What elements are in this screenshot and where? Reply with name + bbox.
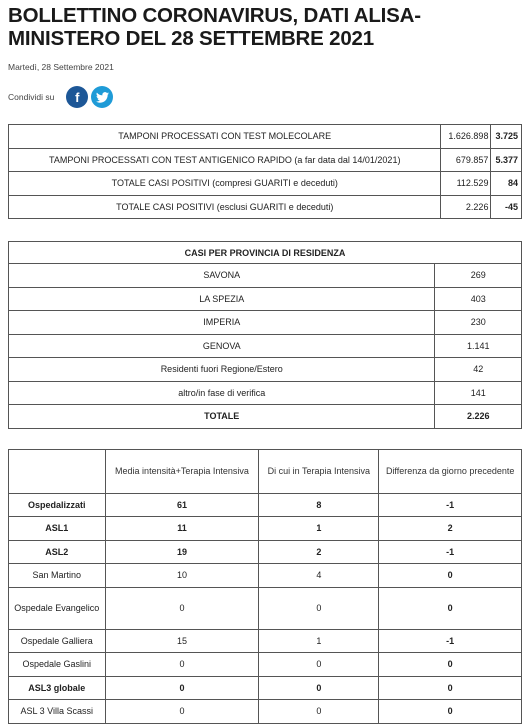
- hospital-intensive: 1: [259, 629, 379, 653]
- summary-row: [9, 125, 522, 149]
- hospital-difference: 0: [379, 653, 522, 677]
- province-row: [9, 334, 522, 358]
- province-row: [9, 381, 522, 405]
- summary-diff: -45: [491, 195, 522, 219]
- hospital-row: [9, 653, 522, 677]
- summary-diff: 5.377: [491, 148, 522, 172]
- hospital-medium-intensive: 0: [105, 653, 259, 677]
- col-header-difference: Differenza da giorno precedente: [379, 449, 522, 493]
- hospital-row: [9, 564, 522, 588]
- hospital-intensive: 1: [259, 517, 379, 541]
- hospital-name: ASL1: [9, 517, 106, 541]
- hospital-row: [9, 517, 522, 541]
- hospital-intensive: 0: [259, 587, 379, 629]
- hospital-row: [9, 700, 522, 724]
- hospital-intensive: 0: [259, 653, 379, 677]
- province-name: SAVONA: [9, 264, 435, 288]
- province-cases: 1.141: [435, 334, 522, 358]
- hospital-difference: 2: [379, 517, 522, 541]
- hospital-intensive: 8: [259, 493, 379, 517]
- province-total-value: 2.226: [435, 405, 522, 429]
- hospital-difference: -1: [379, 629, 522, 653]
- summary-diff: 84: [491, 172, 522, 196]
- province-row: [9, 358, 522, 382]
- hospital-medium-intensive: 19: [105, 540, 259, 564]
- province-header: CASI PER PROVINCIA DI RESIDENZA: [9, 242, 522, 264]
- hospital-name: Ospedale Evangelico: [9, 587, 106, 629]
- summary-value: 1.626.898: [441, 125, 491, 149]
- hospital-header-row: [9, 449, 522, 493]
- hospital-intensive: 4: [259, 564, 379, 588]
- col-header-structure: [9, 449, 106, 493]
- summary-row: [9, 195, 522, 219]
- hospital-difference: 0: [379, 587, 522, 629]
- page-title: BOLLETTINO CORONAVIRUS, DATI ALISA-MINISTERO DEL 28 SETTEMBRE 2021: [8, 4, 421, 50]
- province-total-row: [9, 405, 522, 429]
- province-cases: 141: [435, 381, 522, 405]
- hospital-medium-intensive: 0: [105, 676, 259, 700]
- province-name: Residenti fuori Regione/Estero: [9, 358, 435, 382]
- hospital-difference: 0: [379, 564, 522, 588]
- province-name: IMPERIA: [9, 311, 435, 335]
- hospital-medium-intensive: 10: [105, 564, 259, 588]
- twitter-bird-shape: [96, 92, 109, 103]
- col-header-medium-intensive: Media intensità+Terapia Intensiva: [105, 449, 259, 493]
- hospital-difference: -1: [379, 540, 522, 564]
- hospital-medium-intensive: 15: [105, 629, 259, 653]
- province-name: altro/in fase di verifica: [9, 381, 435, 405]
- hospital-medium-intensive: 0: [105, 700, 259, 724]
- share-label: Condividi su: [8, 92, 55, 102]
- summary-value: 112.529: [441, 172, 491, 196]
- province-cases: 42: [435, 358, 522, 382]
- hospital-table: [8, 449, 522, 724]
- twitter-icon[interactable]: [91, 86, 113, 108]
- province-table: [8, 241, 522, 429]
- share-bar: [8, 86, 526, 108]
- summary-table: [8, 124, 522, 219]
- summary-label: TAMPONI PROCESSATI CON TEST ANTIGENICO RAPIDO (a far data dal 14/01/2021): [9, 148, 441, 172]
- hospital-medium-intensive: 11: [105, 517, 259, 541]
- hospital-row: [9, 493, 522, 517]
- hospital-row: [9, 587, 522, 629]
- hospital-row: [9, 629, 522, 653]
- hospital-name: ASL 3 Villa Scassi: [9, 700, 106, 724]
- province-cases: 269: [435, 264, 522, 288]
- summary-value: 2.226: [441, 195, 491, 219]
- summary-value: 679.857: [441, 148, 491, 172]
- hospital-intensive: 0: [259, 700, 379, 724]
- summary-row: [9, 148, 522, 172]
- col-header-intensive: Di cui in Terapia Intensiva: [259, 449, 379, 493]
- province-row: [9, 264, 522, 288]
- hospital-name: San Martino: [9, 564, 106, 588]
- facebook-icon[interactable]: [66, 86, 88, 108]
- facebook-glyph: f: [75, 89, 80, 105]
- province-row: [9, 311, 522, 335]
- hospital-name: Ospedalizzati: [9, 493, 106, 517]
- hospital-name: Ospedale Galliera: [9, 629, 106, 653]
- province-total-label: TOTALE: [9, 405, 435, 429]
- hospital-difference: 0: [379, 676, 522, 700]
- hospital-name: Ospedale Gaslini: [9, 653, 106, 677]
- summary-label: TOTALE CASI POSITIVI (compresi GUARITI e deceduti): [9, 172, 441, 196]
- hospital-difference: -1: [379, 493, 522, 517]
- summary-label: TAMPONI PROCESSATI CON TEST MOLECOLARE: [9, 125, 441, 149]
- summary-label: TOTALE CASI POSITIVI (esclusi GUARITI e deceduti): [9, 195, 441, 219]
- publish-date: Martedì, 28 Settembre 2021: [8, 62, 114, 72]
- province-name: LA SPEZIA: [9, 287, 435, 311]
- province-header-row: [9, 242, 522, 264]
- province-cases: 230: [435, 311, 522, 335]
- summary-diff: 3.725: [491, 125, 522, 149]
- hospital-row: [9, 676, 522, 700]
- hospital-name: ASL3 globale: [9, 676, 106, 700]
- province-name: GENOVA: [9, 334, 435, 358]
- hospital-difference: 0: [379, 700, 522, 724]
- summary-row: [9, 172, 522, 196]
- hospital-intensive: 0: [259, 676, 379, 700]
- province-cases: 403: [435, 287, 522, 311]
- province-row: [9, 287, 522, 311]
- hospital-medium-intensive: 0: [105, 587, 259, 629]
- hospital-row: [9, 540, 522, 564]
- hospital-intensive: 2: [259, 540, 379, 564]
- hospital-name: ASL2: [9, 540, 106, 564]
- hospital-medium-intensive: 61: [105, 493, 259, 517]
